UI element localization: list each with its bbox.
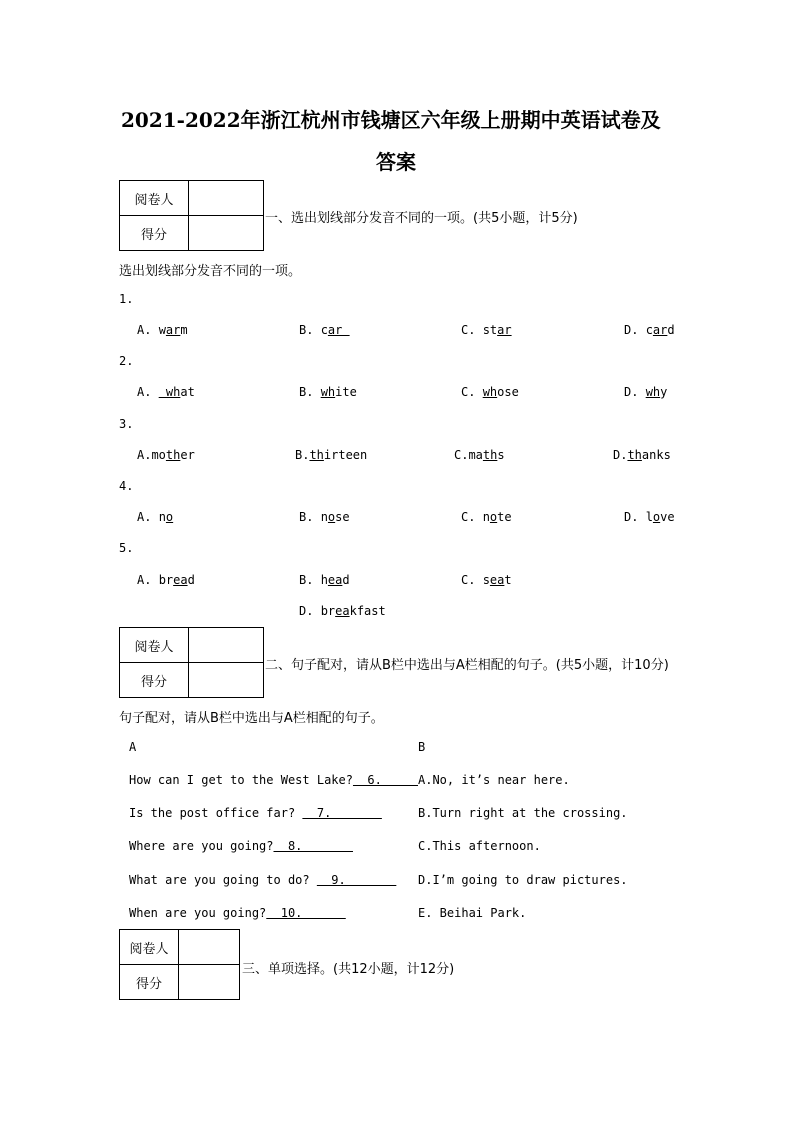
option-a[interactable] [137,510,173,524]
underlined-part: o [327,510,336,524]
underlined-part: o [165,510,174,524]
option-text-prefix: B. [295,448,310,462]
option-text-post: at [180,385,195,399]
option-text-prefix: C. [461,323,483,337]
option-text-prefix: D. [624,385,646,399]
option-d[interactable] [613,448,671,462]
match-question: How can I get to the West Lake? [129,773,353,787]
option-text-prefix: B. [299,573,321,587]
section3-heading: 三、单项选择。(共12小题，计12分) [242,962,455,977]
option-text-post: kfast [349,604,386,618]
column-a-header: A [129,740,137,754]
underlined-part: th [627,448,642,462]
option-text-prefix: D. [613,448,628,462]
underlined-part: ea [173,573,188,587]
underlined-part: ar [652,323,668,337]
match-answer: A.No, it’s near here. [418,773,570,787]
underlined-part: th [165,448,181,462]
match-answer: B.Turn right at the crossing. [418,806,628,820]
option-c[interactable] [454,448,505,462]
answer-blank[interactable]: 10. [266,906,346,920]
question-number: 1. [119,292,134,306]
question-number: 5. [119,541,134,555]
underlined-part: ar [497,323,512,337]
option-text-pre: c [320,323,328,337]
match-row-a [129,873,396,887]
reviewer-label: 阅卷人 [120,628,189,663]
underlined-part: ea [489,573,505,587]
match-row-a [129,839,353,853]
option-text-post: se [335,510,350,524]
underlined-part: th [482,448,498,462]
option-b[interactable] [299,323,350,337]
option-d[interactable] [624,323,675,337]
option-text-prefix: B. [299,323,321,337]
option-text-post: m [180,323,188,337]
option-d[interactable] [299,604,386,618]
match-question: What are you going to do? [129,873,317,887]
option-text-post: d [187,573,195,587]
question-number: 2. [119,354,134,368]
underlined-part: wh [320,385,336,399]
reviewer-field[interactable] [179,930,240,965]
option-text-pre: n [158,510,166,524]
option-text-pre: n [482,510,490,524]
question-number: 4. [119,479,134,493]
match-question: Is the post office far? [129,806,303,820]
page-title-line2: 答案 [376,150,416,174]
answer-blank[interactable]: 7. [302,806,382,820]
match-question: When are you going? [129,906,267,920]
option-a[interactable] [137,573,195,587]
option-text-prefix: C. [461,573,483,587]
match-answer: E. Beihai Park. [418,906,527,920]
option-text-pre: c [645,323,653,337]
match-answer: D.I’m going to draw pictures. [418,873,628,887]
underlined-part: ar [327,323,350,337]
score-box-2 [119,627,264,698]
option-text-prefix: B. [299,385,321,399]
answer-blank[interactable]: 9. [316,873,397,887]
underlined-part: o [489,510,498,524]
score-box-3 [119,929,240,1000]
underlined-part: th [309,448,324,462]
option-a[interactable] [137,385,195,399]
option-text-pre: w [158,323,166,337]
option-b[interactable] [299,573,350,587]
option-text-pre: mo [151,448,166,462]
option-text-post: s [497,448,505,462]
option-text-pre: h [320,573,328,587]
section2-heading: 二、句子配对，请从B栏中选出与A栏相配的句子。(共5小题，计10分) [265,658,669,673]
option-text-prefix: D. [624,323,646,337]
option-text-post: ite [335,385,357,399]
section2-instruction: 句子配对，请从B栏中选出与A栏相配的句子。 [119,711,384,726]
question-number: 3. [119,417,134,431]
score-label: 得分 [120,216,189,251]
option-c[interactable] [461,323,512,337]
option-a[interactable] [137,448,195,462]
option-a[interactable] [137,323,188,337]
underlined-part: ar [165,323,181,337]
option-text-pre: s [482,573,490,587]
option-text-prefix: A. [137,573,159,587]
underlined-part: wh [158,385,181,399]
option-text-prefix: C. [461,510,483,524]
option-text-post: d [667,323,675,337]
option-text-post: irteen [323,448,368,462]
option-text-prefix: C. [461,385,483,399]
underlined-part: ea [335,604,350,618]
option-text-prefix: A. [137,510,159,524]
option-d[interactable] [624,510,675,524]
option-text-post: ose [497,385,519,399]
option-text-post: te [497,510,512,524]
underlined-part: o [652,510,661,524]
option-text-pre: l [645,510,653,524]
score-label: 得分 [120,663,189,698]
option-text-prefix: C. [454,448,469,462]
option-text-pre: br [320,604,336,618]
option-text-post: er [180,448,195,462]
section1-instruction: 选出划线部分发音不同的一项。 [119,264,302,279]
section1-heading: 一、选出划线部分发音不同的一项。(共5小题，计5分) [265,211,578,226]
score-field[interactable] [179,965,240,1000]
option-c[interactable] [461,385,519,399]
underlined-part: ea [327,573,343,587]
reviewer-label: 阅卷人 [120,181,189,216]
option-text-pre: ma [468,448,483,462]
reviewer-label: 阅卷人 [120,930,179,965]
option-text-post: d [342,573,350,587]
answer-blank[interactable]: 8. [273,839,353,853]
option-text-prefix: D. [624,510,646,524]
match-row-a [129,773,418,787]
option-text-prefix: A. [137,385,159,399]
option-text-post: y [660,385,668,399]
option-b[interactable] [295,448,367,462]
option-text-pre: n [320,510,328,524]
option-d[interactable] [624,385,667,399]
match-row-a [129,806,382,820]
match-answer: C.This afternoon. [418,839,541,853]
option-text-post: anks [641,448,671,462]
option-text-prefix: A. [137,323,159,337]
option-text-prefix: B. [299,510,321,524]
score-field[interactable] [189,663,264,698]
option-text-prefix: A. [137,448,152,462]
answer-blank[interactable]: 6. [352,773,418,787]
option-text-post: t [504,573,512,587]
column-b-header: B [418,740,426,754]
underlined-part: wh [645,385,661,399]
option-text-pre: st [482,323,498,337]
option-b[interactable] [299,510,350,524]
reviewer-field[interactable] [189,181,264,216]
score-label: 得分 [120,965,179,1000]
option-text-prefix: D. [299,604,321,618]
option-c[interactable] [461,510,512,524]
option-text-pre: br [158,573,174,587]
option-b[interactable] [299,385,357,399]
reviewer-field[interactable] [189,628,264,663]
match-question: Where are you going? [129,839,274,853]
option-c[interactable] [461,573,512,587]
score-field[interactable] [189,216,264,251]
page-title: 2021-2022年浙江杭州市钱塘区六年级上册期中英语试卷及 [121,108,661,132]
underlined-part: wh [482,385,498,399]
score-box-1 [119,180,264,251]
option-text-post: ve [660,510,675,524]
match-row-a [129,906,346,920]
